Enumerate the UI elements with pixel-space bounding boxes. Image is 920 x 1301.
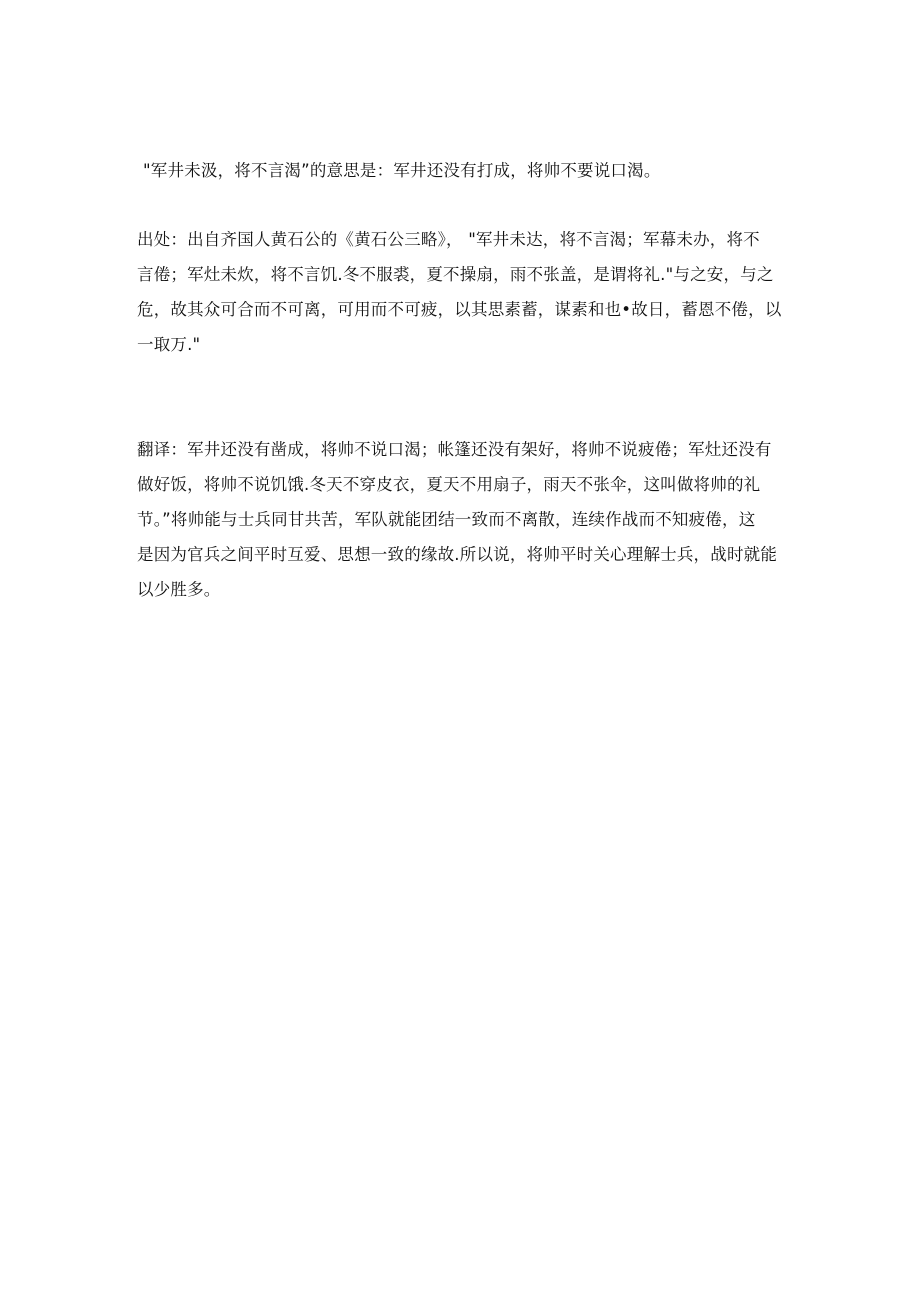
translation-paragraph [137,432,787,607]
meaning-paragraph [143,153,793,188]
text-line: 是因为官兵之间平时互爱、思想一致的缘故.所以说，将帅平时关心理解士兵，战时就能 [137,545,778,564]
text-line: 出处：出自齐国人黄石公的《黄石公三略》， "军井未达，将不言渴；军幕未办，将不 [137,230,760,249]
text-line: 危，故其众可合而不可离，可用而不可疲，以其思素蓄，谋素和也•故日，蓄恩不倦，以 [137,300,782,319]
text-line: 做好饭，将帅不说饥饿.冬天不穿皮衣，夏天不用扇子，雨天不张伞，这叫做将帅的礼 [137,475,761,494]
text-line: 一取万." [137,335,201,354]
text-line: 翻译：军井还没有凿成，将帅不说口渴；帐篷还没有架好，将帅不说疲倦；军灶还没有 [137,440,772,459]
text-line: 节。”将帅能与士兵同甘共苦，军队就能团结一致而不离散，连续作战而不知疲倦，这 [137,510,756,529]
source-paragraph [137,222,787,362]
text-line: 言倦；军灶未炊，将不言饥.冬不服裘，夏不操扇，雨不张盖，是谓将礼."与之安，与之 [137,265,774,284]
text-line: 以少胜多。 [137,580,221,599]
text-line: "军井未汲，将不言渴”的意思是：军井还没有打成，将帅不要说口渴。 [143,161,661,180]
